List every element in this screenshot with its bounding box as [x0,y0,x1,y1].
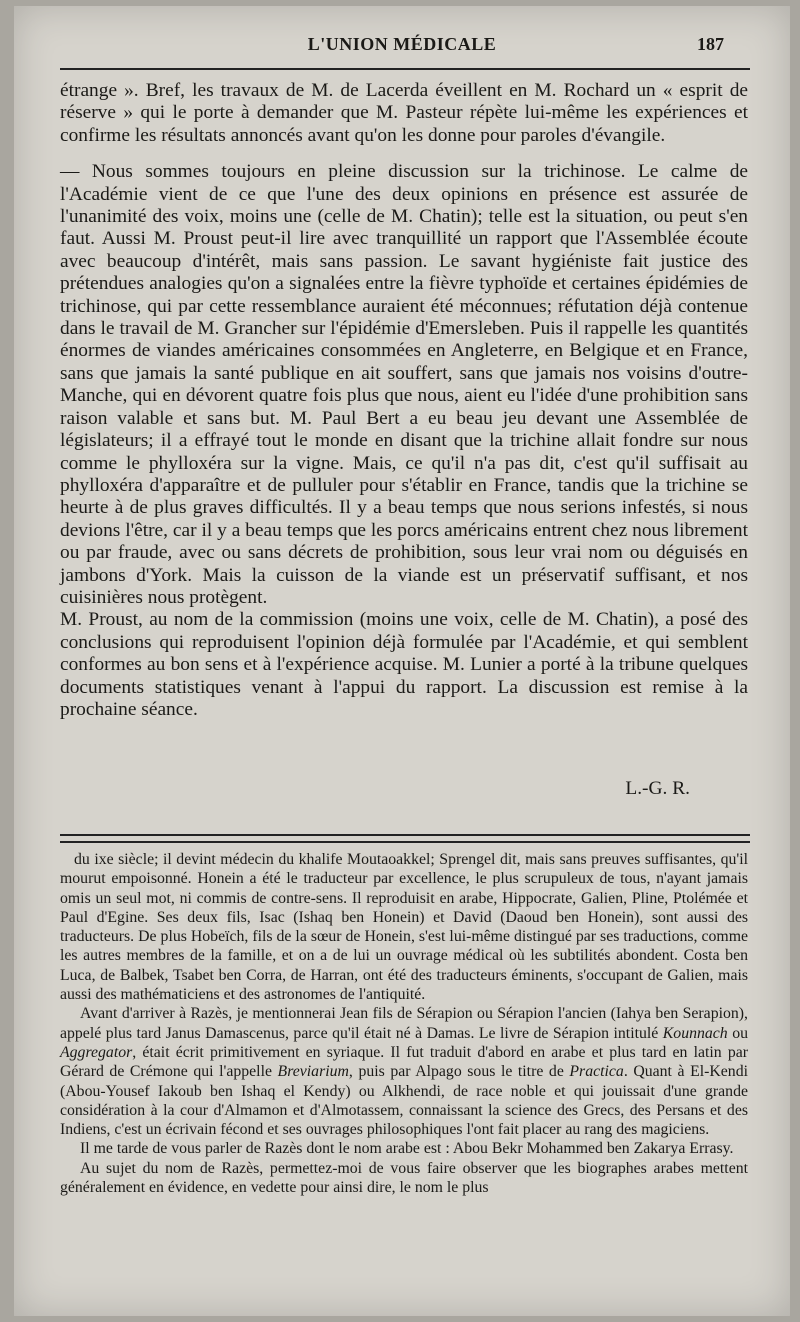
footnote-text: Avant d'arriver à Razès, je mentionnerai Jean fils de Sérapion ou Sérapion l'ancien (Iahya ben Serapion), appelé plus tard Janus Damascenus, parce qu'il était né à Damas. Le livre de Sérapion intitulé [60,1005,748,1042]
page-number: 187 [697,34,724,54]
footnote-separator [60,834,750,843]
book-title-breviarium: Breviarium [277,1063,349,1081]
running-header [14,34,790,64]
header-rule [60,68,750,70]
paragraph-3: M. Proust, au nom de la commission (moins une voix, celle de M. Chatin), a posé des conclusions qui reproduisent l'opinion déjà formulée par l'Académie, et qui semblent conformes au bon sens et à l'expérience acquise. M. Lunier a porté à la tribune quelques documents statistiques venant à l'appui du rapport. La discussion est remise à la prochaine séance. [60,609,748,720]
author-signature: L.-G. R. [625,778,690,799]
paragraph-1: étrange ». Bref, les travaux de M. de Lacerda éveillent en M. Rochard un « esprit de réserve » qui le porte à demander que M. Pasteur répète lui-même les expériences et confirme les résultats annoncés avant qu'on les donne pour paroles d'évangile. [60,80,748,146]
book-title-aggregator: Aggregator [60,1043,133,1061]
main-text [60,80,748,721]
journal-title: L'UNION MÉDICALE [307,34,497,54]
footnote-text: , puis par Alpago sous le titre de [348,1063,570,1081]
footnote-paragraph-3: Il me tarde de vous parler de Razès dont le nom arabe est : Abou Bekr Mohammed ben Zakarya Errasy. [80,1140,734,1158]
footnote-paragraph-1: du ixe siècle; il devint médecin du khalife Moutaoakkel; Sprengel dit, mais sans preuves suffisantes, qu'il mourut empoisonné. Honein a été le traducteur par excellence, le plus scrupuleux de tous, n'ayant jamais omis un seul mot, ni commis de contre-sens. Il reproduisit en arabe, Hippocrate, Galien, Pline, Ptolémée et Paul d'Egine. Ses deux fils, Isac (Ishaq ben Honein) et David (Daoud ben Honein), sont aussi des traducteurs. De plus Hobeïch, fils de la sœur de Honein, s'est lui-même distingué par ses traductions, comme les autres membres de la famille, et on a de lui un ouvrage médical où les subtilités abondent. Costa ben Luca, de Balbek, Tsabet ben Corra, de Harran, ont été des traducteurs éminents, s'occupant de Galien, mais aussi des mathématiciens et des astronomes de l'antiquité. [60,851,748,1004]
footnote [60,850,748,1197]
footnote-paragraph-2 [60,1004,748,1139]
book-title-practica: Practica [569,1063,624,1081]
book-title-kounnach: Kounnach [662,1024,728,1042]
footnote-paragraph-4: Au sujet du nom de Razès, permettez-moi de vous faire observer que les biographes arabes mettent généralement en évidence, en vedette pour ainsi dire, le nom le plus [60,1159,748,1197]
page [14,6,790,1316]
footnote-text: . Quant à El-Kendi (Abou-Yousef Iakoub ben Ishaq el Kendy) ou Alkhendi, de race noble et qui jouissait d'une grande considération à la cour d'Almamon et d'Almotassem, connaissant la science des Grecs, des Persans et des Indiens, c'est un écrivain fécond et ses ouvrages philosophiques l'ont fait placer au rang des magiciens. [60,1063,748,1139]
footnote-text: ou [727,1024,749,1042]
paragraph-2: — Nous sommes toujours en pleine discussion sur la trichinose. Le calme de l'Académie vient de ce que l'une des deux opinions en présence est assurée de l'unanimité des voix, moins une (celle de M. Chatin); telle est la situation, ou peut s'en faut. Aussi M. Proust peut-il lire avec tranquillité un rapport que l'Assemblée écoute avec beaucoup d'intérêt, mais sans passion. Le savant hygiéniste fait justice des prétendues analogies qu'on a signalées entre la fièvre typhoïde et certaines épidémies de trichinose, qui par cette ressemblance auraient été méconnues; réfutation déjà contenue dans le travail de M. Grancher sur l'épidémie d'Emersleben. Puis il rappelle les quantités énormes de viandes américaines consommées en Angleterre, en Belgique et en France, sans que jamais la santé publique en ait souffert, sans que jamais nos voisins d'outre-Manche, qui en dévorent quatre fois plus que nous, aient eu l'idée d'une prohibition sans raison valable et sans but. M. Paul Bert a eu beau jeu devant une Assemblée de législateurs; il a effrayé tout le monde en disant que la trichine allait fondre sur nous comme le phylloxéra sur la vigne. Mais, ce qu'il n'a pas dit, c'est qu'il suffisait au phylloxéra d'apparaître et de pulluler pour s'établir en France, tandis que la trichine se heurte à de plus graves difficultés. Il y a beau temps que nous serions infestés, si nous devions l'être, car il y a beau temps que les porcs américains entrent chez nous librement ou par fraude, avec ou sans décrets de prohibition, sous leur vrai nom ou déguisés en jambons d'York. Mais la cuisson de la viande est un préservatif suffisant, et nos cuisinières nous protègent. [60,161,748,608]
footnote-text: , était écrit primitivement en syriaque. Il fut traduit d'abord en arabe et plus tard en latin par Gérard de Crémone qui l'appelle [60,1043,748,1081]
